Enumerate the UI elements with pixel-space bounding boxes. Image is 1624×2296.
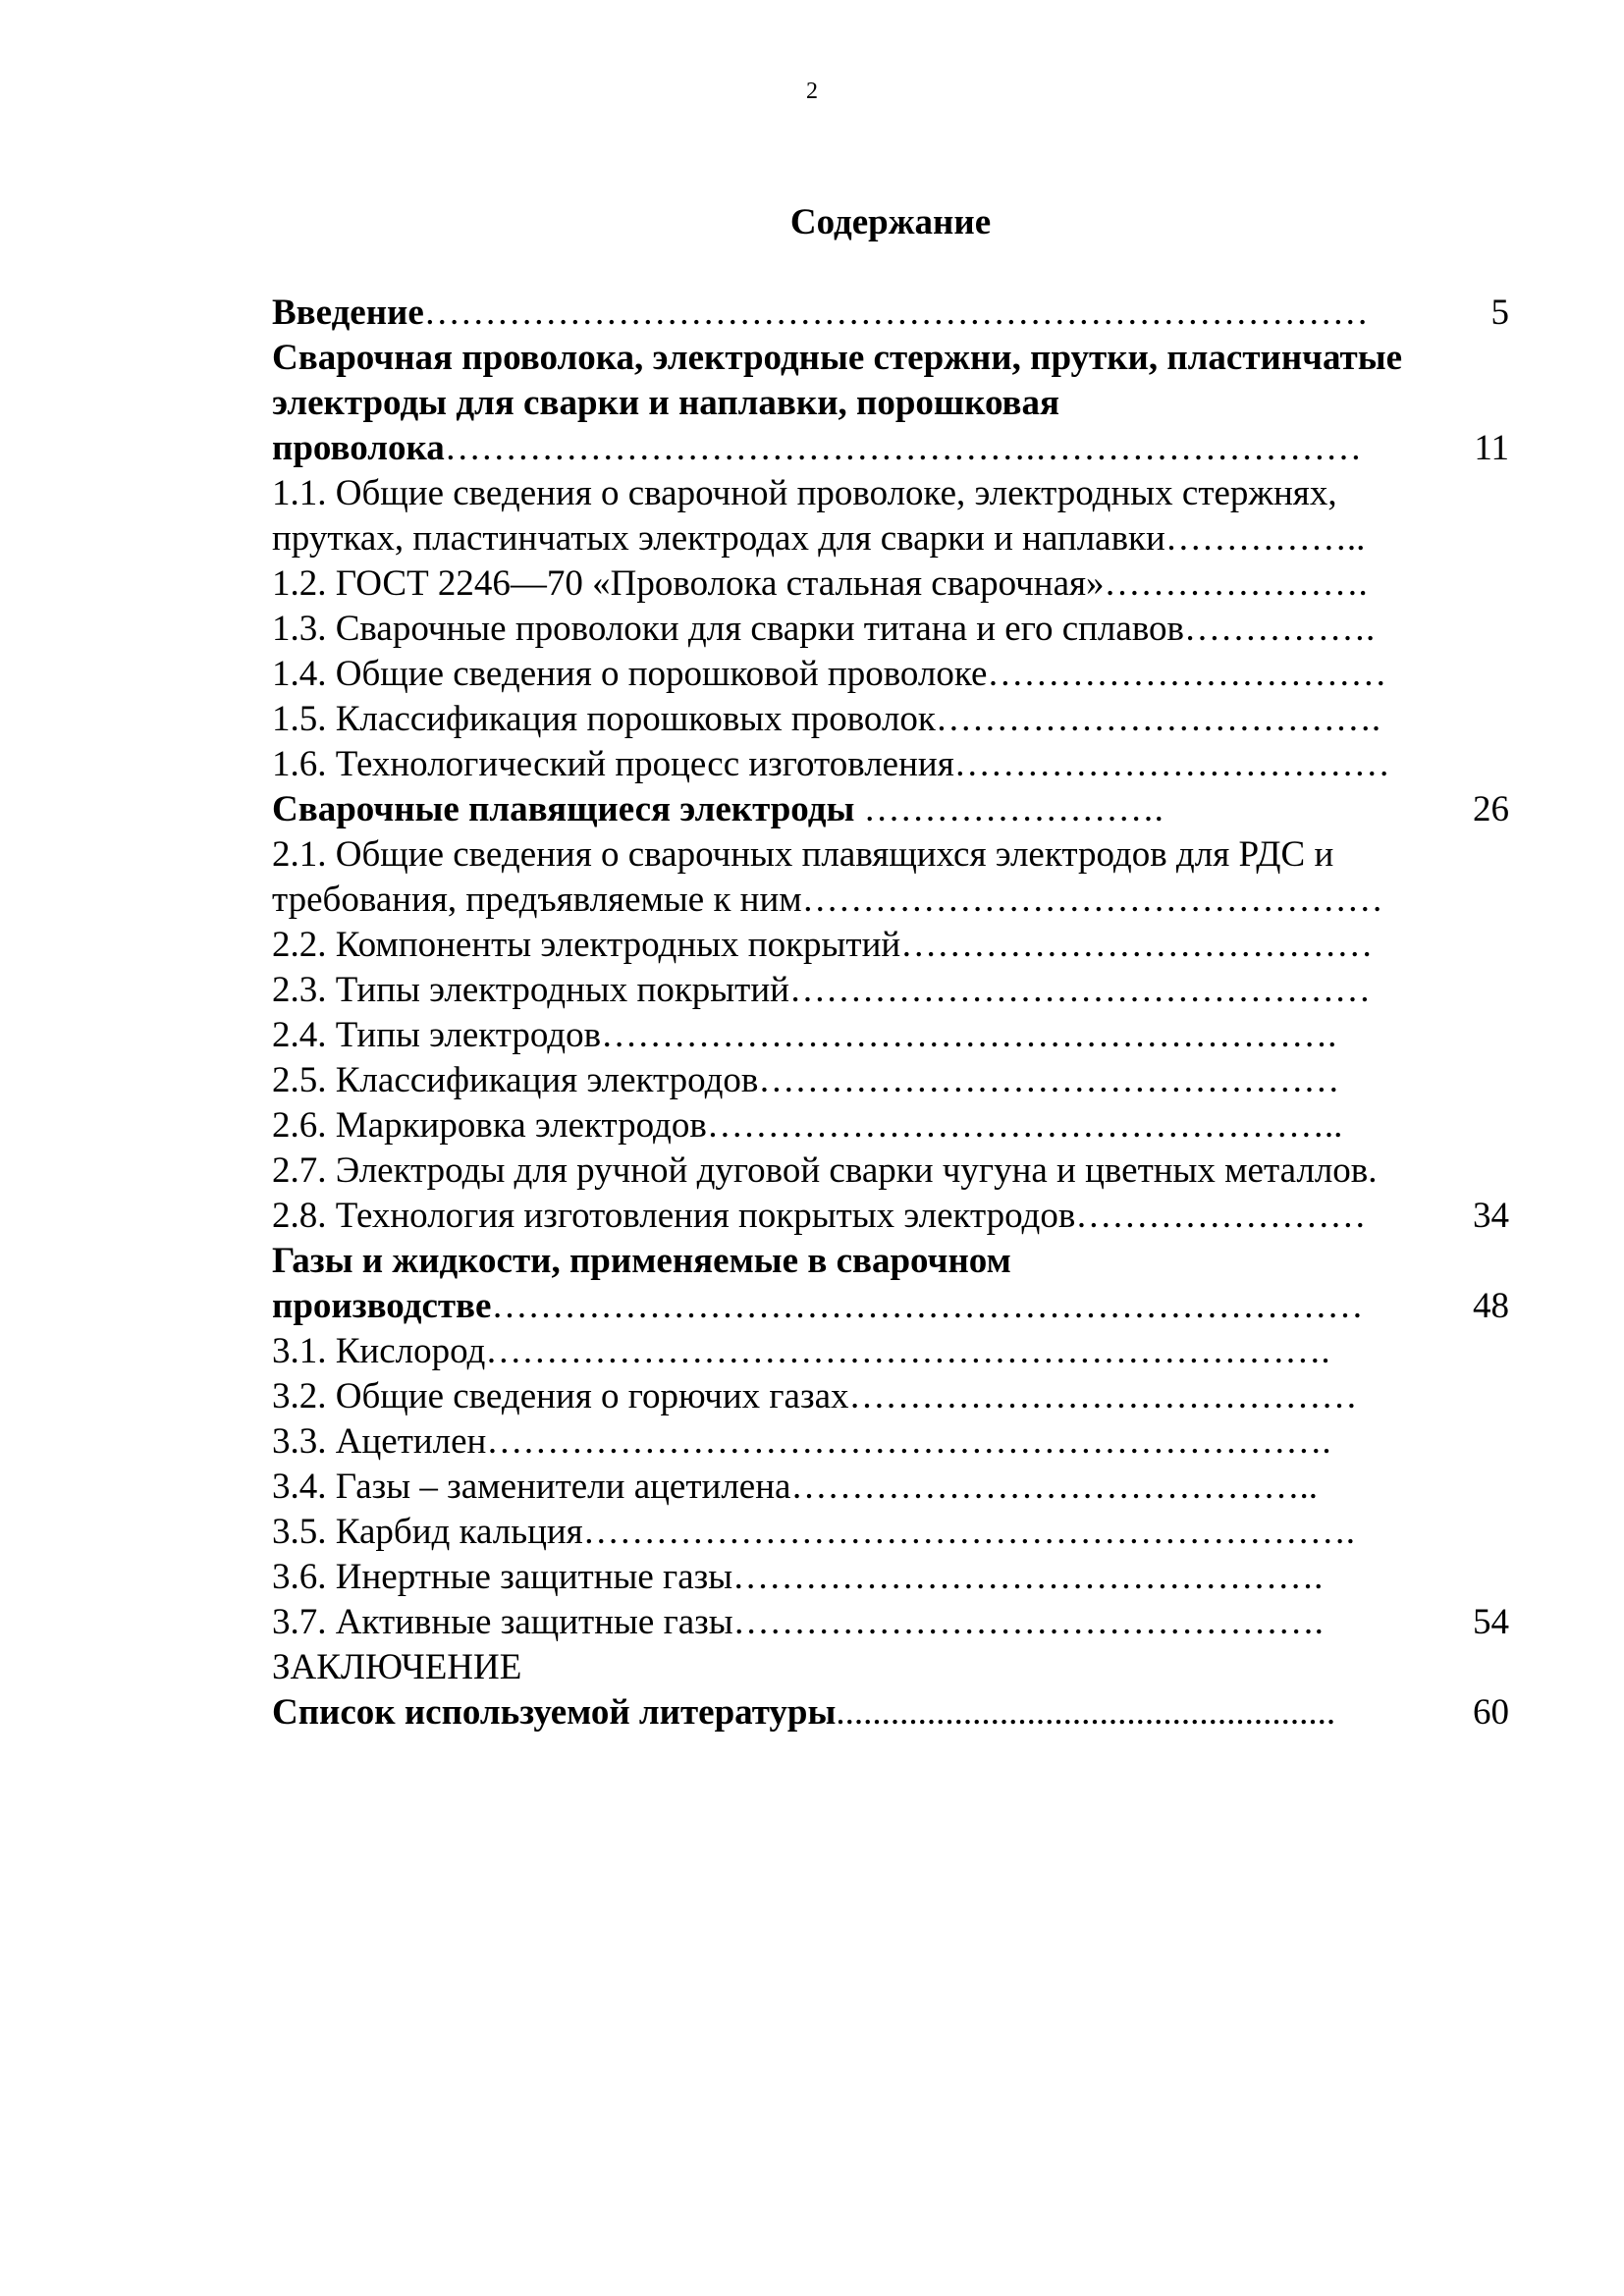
toc-entry — [272, 336, 1509, 381]
toc-entry-leader: ………………………………………… — [788, 970, 1371, 1010]
toc-entry — [272, 1510, 1509, 1555]
toc-entry-heading — [272, 1058, 1339, 1103]
toc-entry — [272, 516, 1509, 561]
toc-entry-label: электроды для сварки и наплавки, порошковая — [272, 383, 1060, 423]
toc-entry — [272, 1374, 1509, 1419]
toc-entry-heading — [272, 1374, 1358, 1419]
toc-entry-heading — [272, 426, 1362, 471]
toc-entry — [272, 607, 1509, 652]
page-title: Содержание — [789, 202, 992, 242]
toc-entry-heading — [272, 968, 1371, 1013]
toc-entry — [272, 1555, 1509, 1600]
toc-entry-leader: ……………………………………………………………. — [485, 1331, 1330, 1371]
toc-entry-leader: ………………………………………………………. — [582, 1512, 1355, 1552]
toc-entry-leader: …………………………………………………………………… — [423, 293, 1369, 333]
toc-entry — [272, 1058, 1509, 1103]
toc-entry — [272, 471, 1509, 516]
toc-entry-heading — [272, 1465, 1318, 1510]
toc-entry-label: 2.2. Компоненты электродных покрытий — [272, 925, 901, 965]
toc-entry-heading — [272, 832, 1333, 878]
toc-entry — [272, 1329, 1509, 1374]
toc-entry-heading — [272, 291, 1369, 336]
toc-entry-heading — [272, 652, 1386, 697]
toc-entry — [272, 1148, 1509, 1194]
toc-entry-leader: …………………… — [1075, 1196, 1367, 1236]
toc-entry-heading — [272, 1600, 1324, 1645]
toc-entry-leader: …………………………… — [987, 654, 1387, 694]
toc-entry-heading — [272, 787, 1164, 832]
toc-entry-leader: …………………………………………. — [732, 1557, 1324, 1597]
toc-entry-label: Сварочная проволока, электродные стержни, прутки, пластинчатые — [272, 338, 1403, 378]
toc-entry-heading — [272, 1103, 1342, 1148]
toc-entry — [272, 742, 1509, 787]
toc-entry-label: ЗАКЛЮЧЕНИЕ — [272, 1647, 522, 1687]
toc-entry-label: 2.8. Технология изготовления покрытых электродов — [272, 1196, 1076, 1236]
toc-entry-label: Газы и жидкости, применяемые в сварочном — [272, 1241, 1011, 1281]
toc-entry-heading — [272, 1239, 1011, 1284]
toc-entry-leader: ……………………. — [854, 789, 1164, 829]
toc-entry-label: 2.5. Классификация электродов — [272, 1060, 759, 1100]
toc-entry-heading — [272, 1013, 1336, 1058]
toc-entry — [272, 1239, 1509, 1284]
toc-entry-page-number: 34 — [1473, 1196, 1509, 1236]
toc-entry-heading — [272, 561, 1368, 607]
toc-entry — [272, 697, 1509, 742]
toc-entry-leader: ………………………………. — [935, 699, 1381, 739]
toc-entry-label: проволока — [272, 428, 445, 468]
toc-entry — [272, 923, 1509, 968]
toc-entry-label: Сварочные плавящиеся электроды — [272, 789, 855, 829]
toc-entry-label: 3.3. Ацетилен — [272, 1421, 487, 1462]
toc-entry — [272, 968, 1509, 1013]
toc-entry-heading — [272, 516, 1365, 561]
table-of-contents — [272, 291, 1509, 1735]
toc-entry — [272, 787, 1509, 832]
toc-entry-label: 3.7. Активные защитные газы — [272, 1602, 733, 1642]
toc-entry-label: 1.4. Общие сведения о порошковой проволоке — [272, 654, 988, 694]
toc-entry-label: 2.1. Общие сведения о сварочных плавящихся электродов для РДС и — [272, 834, 1334, 875]
toc-entry-heading — [272, 742, 1390, 787]
toc-entry-leader: ………………………………………….……………………… — [444, 428, 1362, 468]
toc-entry-leader: ……………. — [1184, 609, 1376, 649]
toc-entry-leader: ……………………………………………………. — [601, 1015, 1337, 1055]
toc-entry-label: 2.6. Маркировка электродов — [272, 1105, 707, 1146]
toc-entry-label: прутках, пластинчатых электродах для сварки и наплавки — [272, 518, 1165, 559]
toc-entry-page-number: 26 — [1473, 789, 1509, 829]
toc-entry-heading — [272, 697, 1380, 742]
toc-entry-heading — [272, 878, 1383, 923]
toc-entry-label: 2.7. Электроды для ручной дуговой сварки чугуна и цветных металлов. — [272, 1150, 1378, 1191]
toc-entry-label: 1.5. Классификация порошковых проволок — [272, 699, 936, 739]
toc-entry-leader: ………………………………………… — [758, 1060, 1340, 1100]
toc-entry-leader: …………………………………… — [848, 1376, 1358, 1416]
toc-entry-label: 3.1. Кислород — [272, 1331, 486, 1371]
toc-entry-leader: …………………………………………. — [732, 1602, 1324, 1642]
toc-entry-label: 2.3. Типы электродных покрытий — [272, 970, 789, 1010]
toc-entry-page-number: 48 — [1473, 1286, 1509, 1326]
toc-entry-leader: …………………. — [1104, 563, 1368, 604]
toc-entry — [272, 561, 1509, 607]
toc-entry-heading — [272, 923, 1373, 968]
toc-entry — [272, 1465, 1509, 1510]
toc-entry — [272, 1284, 1509, 1329]
toc-entry-heading — [272, 1419, 1331, 1465]
toc-entry-label: производстве — [272, 1286, 492, 1326]
toc-entry — [272, 426, 1509, 471]
toc-entry — [272, 1194, 1509, 1239]
toc-entry-leader: …………….. — [1164, 518, 1366, 559]
toc-entry-leader: …………………………………….. — [790, 1467, 1318, 1507]
toc-entry-label: 1.2. ГОСТ 2246—70 «Проволока стальная сварочная» — [272, 563, 1105, 604]
toc-entry-leader: ……………………………………………………………. — [486, 1421, 1331, 1462]
toc-entry-label: 2.4. Типы электродов — [272, 1015, 602, 1055]
toc-entry-label: требования, предъявляемые к ним — [272, 880, 802, 920]
toc-entry-page-number: 5 — [1490, 293, 1509, 333]
toc-entry-label: Введение — [272, 293, 424, 333]
toc-entry — [272, 832, 1509, 878]
toc-entry-heading — [272, 1148, 1378, 1194]
toc-entry-heading — [272, 1329, 1330, 1374]
toc-entry-label: 1.1. Общие сведения о сварочной проволоке, электродных стержнях, — [272, 473, 1337, 513]
toc-entry-leader: ....................................................... — [836, 1692, 1336, 1733]
toc-entry-page-number: 54 — [1473, 1602, 1509, 1642]
toc-entry-leader: …………………………………………….. — [706, 1105, 1343, 1146]
toc-entry — [272, 1645, 1509, 1690]
toc-entry — [272, 1690, 1509, 1735]
toc-entry-heading — [272, 607, 1375, 652]
toc-entry-label: 1.6. Технологический процесс изготовления — [272, 744, 954, 784]
toc-entry-heading — [272, 1194, 1366, 1239]
toc-entry-heading — [272, 1645, 521, 1690]
toc-entry — [272, 381, 1509, 426]
toc-entry-label: 3.5. Карбид кальция — [272, 1512, 583, 1552]
toc-entry-heading — [272, 1284, 1363, 1329]
page-number: 2 — [806, 79, 818, 104]
toc-entry-leader: ………………………………… — [900, 925, 1374, 965]
toc-entry — [272, 1013, 1509, 1058]
toc-entry-heading — [272, 1690, 1335, 1735]
toc-entry — [272, 652, 1509, 697]
toc-entry-leader: ……………………………… — [953, 744, 1390, 784]
toc-entry — [272, 1419, 1509, 1465]
toc-entry-label: 1.3. Сварочные проволоки для сварки титана и его сплавов — [272, 609, 1185, 649]
toc-entry — [272, 1600, 1509, 1645]
toc-entry-label: 3.2. Общие сведения о горючих газах — [272, 1376, 849, 1416]
toc-entry — [272, 878, 1509, 923]
toc-entry-leader: ………………………………………… — [801, 880, 1383, 920]
toc-entry-heading — [272, 1510, 1355, 1555]
toc-entry-page-number: 60 — [1473, 1692, 1509, 1733]
toc-entry-heading — [272, 381, 1059, 426]
toc-entry-page-number: 11 — [1474, 428, 1509, 468]
toc-entry-leader: ……………………………………………………………… — [491, 1286, 1364, 1326]
toc-entry — [272, 1103, 1509, 1148]
toc-entry — [272, 291, 1509, 336]
toc-entry-label: Список используемой литературы — [272, 1692, 837, 1733]
toc-entry-label: 3.6. Инертные защитные газы — [272, 1557, 733, 1597]
toc-entry-heading — [272, 1555, 1323, 1600]
toc-entry-label: 3.4. Газы – заменители ацетилена — [272, 1467, 791, 1507]
toc-entry-heading — [272, 471, 1337, 516]
toc-entry-heading — [272, 336, 1402, 381]
